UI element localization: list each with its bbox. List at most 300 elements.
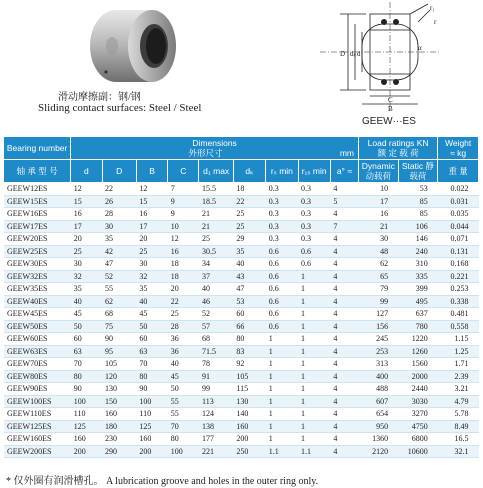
table-row <box>4 358 479 371</box>
spec-value-cell: 200 <box>233 433 265 446</box>
bearing-model-cell: GEEW110ES <box>4 408 71 421</box>
spec-value-cell: 62 <box>359 258 399 271</box>
spec-value-cell: 160 <box>233 420 265 433</box>
spec-value-cell: 1 <box>298 308 330 321</box>
header-dimensions-cn: 外形尺寸 <box>188 148 223 158</box>
spec-value-cell: 75 <box>102 320 136 333</box>
spec-value-cell: 80 <box>136 370 167 383</box>
spec-value-cell: 47 <box>233 283 265 296</box>
spec-value-cell: 28 <box>102 208 136 221</box>
spec-value-cell: 55 <box>102 283 136 296</box>
material-cn: 滑动摩擦副：钢/钢 <box>58 92 141 103</box>
header-dimensions-unit: mm <box>339 148 354 158</box>
header-col-r1s: r₁ₛ min <box>298 160 330 183</box>
label-alpha: α <box>418 44 422 52</box>
header-col-dynamic: Dynamic 动载荷 <box>359 160 399 183</box>
spec-value-cell: 95 <box>102 345 136 358</box>
spec-value-cell: 1 <box>266 370 298 383</box>
bearing-model-cell: GEEW50ES <box>4 320 71 333</box>
spec-value-cell: 21 <box>199 208 233 221</box>
spec-value-cell: 127 <box>359 308 399 321</box>
spec-value-cell: 0.031 <box>438 195 479 208</box>
spec-value-cell: 30 <box>136 258 167 271</box>
spec-value-cell: 18 <box>168 270 199 283</box>
spec-value-cell: 399 <box>398 283 438 296</box>
table-row <box>4 345 479 358</box>
table-row <box>4 233 479 246</box>
spec-value-cell: 1 <box>266 383 298 396</box>
spec-value-cell: 4 <box>330 283 358 296</box>
spec-value-cell: 0.6 <box>266 258 298 271</box>
bearing-model-cell: GEEW200ES <box>4 445 71 458</box>
spec-value-cell: 0.6 <box>266 320 298 333</box>
header-col-weight: 重 量 <box>438 160 479 183</box>
spec-value-cell: 1 <box>266 345 298 358</box>
spec-value-cell: 3.21 <box>438 383 479 396</box>
spec-value-cell: 180 <box>102 420 136 433</box>
spec-value-cell: 4 <box>330 333 358 346</box>
spec-value-cell: 138 <box>199 420 233 433</box>
table-row <box>4 220 479 233</box>
table-row <box>4 270 479 283</box>
spec-value-cell: 55 <box>168 408 199 421</box>
spec-value-cell: 37 <box>199 270 233 283</box>
spec-value-cell: 4 <box>330 420 358 433</box>
spec-value-cell: 0.6 <box>266 283 298 296</box>
spec-value-cell: 0.6 <box>298 245 330 258</box>
header-col-dk: dₖ <box>233 160 265 183</box>
spec-value-cell: 120 <box>102 370 136 383</box>
label-D: D <box>340 50 346 58</box>
spec-value-cell: 1 <box>298 295 330 308</box>
spec-value-cell: 0.481 <box>438 308 479 321</box>
spec-value-cell: 53 <box>398 183 438 196</box>
spec-value-cell: 0.3 <box>266 220 298 233</box>
spec-value-cell: 125 <box>71 420 102 433</box>
bearing-model-cell: GEEW63ES <box>4 345 71 358</box>
spec-value-cell: 25 <box>233 208 265 221</box>
spec-value-cell: 146 <box>398 233 438 246</box>
spec-value-cell: 4 <box>330 408 358 421</box>
header-col-d1: d₁ max <box>199 160 233 183</box>
table-row <box>4 308 479 321</box>
spec-value-cell: 20 <box>136 233 167 246</box>
bearing-model-cell: GEEW80ES <box>4 370 71 383</box>
spec-value-cell: 45 <box>71 308 102 321</box>
table-row <box>4 433 479 446</box>
spec-value-cell: 48 <box>359 245 399 258</box>
table-row <box>4 408 479 421</box>
spec-value-cell: 22 <box>168 295 199 308</box>
bearing-model-cell: GEEW90ES <box>4 383 71 396</box>
spec-value-cell: 17 <box>136 220 167 233</box>
spec-value-cell: 21 <box>199 220 233 233</box>
header-weight-unit: ≈ kg <box>450 148 467 158</box>
spec-value-cell: 4 <box>330 358 358 371</box>
spec-value-cell: 12 <box>168 233 199 246</box>
bearing-model-cell: GEEW125ES <box>4 420 71 433</box>
table-row <box>4 383 479 396</box>
spec-value-cell: 16 <box>359 208 399 221</box>
spec-value-cell: 1.1 <box>266 445 298 458</box>
spec-value-cell: 62 <box>102 295 136 308</box>
spec-value-cell: 200 <box>136 445 167 458</box>
spec-value-cell: 32 <box>71 270 102 283</box>
header-bearing-number: Bearing number <box>4 137 71 160</box>
bearing-model-cell: GEEW30ES <box>4 258 71 271</box>
spec-value-cell: 80 <box>168 433 199 446</box>
header-dimensions <box>71 137 359 160</box>
spec-value-cell: 100 <box>71 395 102 408</box>
spec-value-cell: 253 <box>359 345 399 358</box>
label-d: d <box>357 50 361 58</box>
spec-value-cell: 47 <box>102 258 136 271</box>
spec-value-cell: 20 <box>168 283 199 296</box>
spec-value-cell: 221 <box>199 445 233 458</box>
spec-value-cell: 0.3 <box>266 195 298 208</box>
header-col-rs: rₛ min <box>266 160 298 183</box>
spec-value-cell: 66 <box>233 320 265 333</box>
spec-value-cell: 2.39 <box>438 370 479 383</box>
spec-value-cell: 10 <box>359 183 399 196</box>
spec-value-cell: 113 <box>199 395 233 408</box>
material-en: Sliding contact surfaces: Steel / Steel <box>38 102 202 114</box>
spec-value-cell: 4 <box>330 245 358 258</box>
spec-value-cell: 78 <box>199 358 233 371</box>
header-col-C: C <box>168 160 199 183</box>
spec-value-cell: 91 <box>199 370 233 383</box>
spec-value-cell: 290 <box>102 445 136 458</box>
header-col-static: Static 静载荷 <box>398 160 438 183</box>
spec-value-cell: 1 <box>298 358 330 371</box>
header-model-cn: 轴 承 型 号 <box>4 160 71 183</box>
spec-value-cell: 2120 <box>359 445 399 458</box>
bearing-model-cell: GEEW60ES <box>4 333 71 346</box>
spec-value-cell: 1360 <box>359 433 399 446</box>
table-row <box>4 283 479 296</box>
spec-value-cell: 80 <box>71 370 102 383</box>
spec-value-cell: 60 <box>136 333 167 346</box>
spec-value-cell: 43 <box>233 270 265 283</box>
header-row-top <box>4 137 479 160</box>
spec-value-cell: 40 <box>136 295 167 308</box>
spec-value-cell: 46 <box>199 295 233 308</box>
spec-value-cell: 9 <box>168 195 199 208</box>
spec-value-cell: 0.6 <box>266 308 298 321</box>
bearing-model-cell: GEEW160ES <box>4 433 71 446</box>
spec-value-cell: 22 <box>102 183 136 196</box>
spec-value-cell: 1.1 <box>298 445 330 458</box>
spec-value-cell: 16 <box>136 208 167 221</box>
spec-value-cell: 1560 <box>398 358 438 371</box>
spec-value-cell: 71.5 <box>199 345 233 358</box>
spec-value-cell: 4 <box>330 295 358 308</box>
spec-value-cell: 4 <box>330 345 358 358</box>
spec-value-cell: 3030 <box>398 395 438 408</box>
spec-value-cell: 0.6 <box>298 258 330 271</box>
spec-value-cell: 36 <box>168 345 199 358</box>
bearing-model-cell: GEEW70ES <box>4 358 71 371</box>
spec-value-cell: 400 <box>359 370 399 383</box>
spec-value-cell: 70 <box>168 420 199 433</box>
spec-value-cell: 22 <box>233 195 265 208</box>
spec-value-cell: 0.3 <box>298 183 330 196</box>
label-dk: dₖ <box>350 50 357 58</box>
spec-value-cell: 4 <box>330 183 358 196</box>
spec-value-cell: 26 <box>102 195 136 208</box>
spec-value-cell: 160 <box>102 408 136 421</box>
table-row <box>4 320 479 333</box>
spec-value-cell: 4 <box>330 320 358 333</box>
spec-value-cell: 1 <box>298 333 330 346</box>
spec-value-cell: 130 <box>233 395 265 408</box>
spec-value-cell: 4 <box>330 258 358 271</box>
spec-value-cell: 100 <box>168 445 199 458</box>
spec-value-cell: 495 <box>398 295 438 308</box>
spec-value-cell: 0.3 <box>298 233 330 246</box>
spec-value-cell: 4750 <box>398 420 438 433</box>
spec-value-cell: 12 <box>71 183 102 196</box>
spec-value-cell: 0.044 <box>438 220 479 233</box>
spec-value-cell: 68 <box>102 308 136 321</box>
spec-value-cell: 90 <box>71 383 102 396</box>
label-r: r <box>434 18 437 26</box>
spec-value-cell: 25 <box>233 220 265 233</box>
spec-value-cell: 15.5 <box>199 183 233 196</box>
spec-value-cell: 40 <box>199 283 233 296</box>
spec-value-cell: 177 <box>199 433 233 446</box>
spec-value-cell: 79 <box>359 283 399 296</box>
bearing-model-cell: GEEW12ES <box>4 183 71 196</box>
spec-value-cell: 25 <box>199 233 233 246</box>
table-row <box>4 333 479 346</box>
spec-value-cell: 16.5 <box>438 433 479 446</box>
spec-value-cell: 57 <box>199 320 233 333</box>
spec-value-cell: 25 <box>168 308 199 321</box>
spec-value-cell: 105 <box>233 370 265 383</box>
spec-value-cell: 18 <box>168 258 199 271</box>
spec-table-body <box>4 183 479 458</box>
spec-value-cell: 17 <box>71 220 102 233</box>
spec-value-cell: 6800 <box>398 433 438 446</box>
spec-value-cell: 29 <box>233 233 265 246</box>
spec-value-cell: 200 <box>71 445 102 458</box>
spec-value-cell: 18 <box>233 183 265 196</box>
spec-value-cell: 1 <box>298 320 330 333</box>
spec-value-cell: 1 <box>298 345 330 358</box>
spec-value-cell: 70 <box>136 358 167 371</box>
table-row <box>4 258 479 271</box>
spec-value-cell: 1 <box>298 383 330 396</box>
spec-value-cell: 1.25 <box>438 345 479 358</box>
header-row-bottom <box>4 160 479 183</box>
spec-value-cell: 1 <box>298 420 330 433</box>
spec-value-cell: 0.253 <box>438 283 479 296</box>
spec-value-cell: 36 <box>168 333 199 346</box>
spec-value-cell: 0.3 <box>266 208 298 221</box>
spec-value-cell: 4.79 <box>438 395 479 408</box>
spec-value-cell: 12 <box>136 183 167 196</box>
spec-value-cell: 160 <box>71 433 102 446</box>
header-col-alpha: a° ≈ <box>330 160 358 183</box>
spec-value-cell: 60 <box>71 333 102 346</box>
spec-value-cell: 150 <box>102 395 136 408</box>
spec-value-cell: 70 <box>71 358 102 371</box>
spec-value-cell: 156 <box>359 320 399 333</box>
spec-value-cell: 21 <box>359 220 399 233</box>
spec-value-cell: 5.78 <box>438 408 479 421</box>
spec-value-cell: 25 <box>71 245 102 258</box>
spec-value-cell: 2440 <box>398 383 438 396</box>
spec-value-cell: 18.5 <box>199 195 233 208</box>
product-header <box>0 0 483 132</box>
spec-value-cell: 40 <box>168 358 199 371</box>
spec-value-cell: 0.3 <box>298 195 330 208</box>
spec-value-cell: 310 <box>398 258 438 271</box>
spec-value-cell: 30 <box>71 258 102 271</box>
spec-value-cell: 30 <box>102 220 136 233</box>
bearing-model-cell: GEEW45ES <box>4 308 71 321</box>
spec-value-cell: 106 <box>398 220 438 233</box>
label-C: C <box>388 96 393 104</box>
spec-value-cell: 50 <box>136 320 167 333</box>
spec-value-cell: 5 <box>330 195 358 208</box>
spec-value-cell: 0.221 <box>438 270 479 283</box>
spec-value-cell: 35 <box>102 233 136 246</box>
spec-value-cell: 637 <box>398 308 438 321</box>
spec-value-cell: 1 <box>298 408 330 421</box>
spec-value-cell: 230 <box>102 433 136 446</box>
spec-value-cell: 20 <box>71 233 102 246</box>
table-row <box>4 195 479 208</box>
header-weight <box>438 137 479 160</box>
spec-value-cell: 35 <box>233 245 265 258</box>
spec-value-cell: 0.3 <box>298 208 330 221</box>
spec-value-cell: 1260 <box>398 345 438 358</box>
table-row <box>4 370 479 383</box>
spec-value-cell: 40 <box>233 258 265 271</box>
spec-value-cell: 16 <box>71 208 102 221</box>
spec-value-cell: 65 <box>359 270 399 283</box>
spec-value-cell: 488 <box>359 383 399 396</box>
table-row <box>4 420 479 433</box>
spec-value-cell: 950 <box>359 420 399 433</box>
table-row <box>4 395 479 408</box>
spec-value-cell: 17 <box>359 195 399 208</box>
spec-value-cell: 110 <box>71 408 102 421</box>
spec-value-cell: 0.022 <box>438 183 479 196</box>
spec-value-cell: 52 <box>102 270 136 283</box>
spec-value-cell: 250 <box>233 445 265 458</box>
spec-value-cell: 1 <box>298 370 330 383</box>
spec-value-cell: 1 <box>266 420 298 433</box>
label-r1: r₁ <box>430 4 435 12</box>
bearing-model-cell: GEEW20ES <box>4 233 71 246</box>
spec-value-cell: 55 <box>168 395 199 408</box>
spec-value-cell: 240 <box>398 245 438 258</box>
spec-value-cell: 10 <box>168 220 199 233</box>
bearing-model-cell: GEEW100ES <box>4 395 71 408</box>
spec-value-cell: 130 <box>102 383 136 396</box>
spec-value-cell: 34 <box>199 258 233 271</box>
spec-value-cell: 35 <box>136 283 167 296</box>
spec-value-cell: 50 <box>168 383 199 396</box>
table-row <box>4 295 479 308</box>
spec-value-cell: 654 <box>359 408 399 421</box>
spec-value-cell: 1 <box>298 283 330 296</box>
spec-value-cell: 0.558 <box>438 320 479 333</box>
spec-value-cell: 30.5 <box>199 245 233 258</box>
spec-value-cell: 9 <box>168 208 199 221</box>
spec-value-cell: 607 <box>359 395 399 408</box>
spec-value-cell: 80 <box>233 333 265 346</box>
spec-value-cell: 140 <box>233 408 265 421</box>
spec-value-cell: 99 <box>359 295 399 308</box>
spec-value-cell: 0.3 <box>266 183 298 196</box>
spec-value-cell: 60 <box>233 308 265 321</box>
table-row <box>4 445 479 458</box>
header-col-B: B <box>136 160 167 183</box>
header-col-d: d <box>71 160 102 183</box>
bearing-model-cell: GEEW16ES <box>4 208 71 221</box>
spec-value-cell: 68 <box>199 333 233 346</box>
spec-value-cell: 92 <box>233 358 265 371</box>
spec-value-cell: 3270 <box>398 408 438 421</box>
spec-value-cell: 15 <box>136 195 167 208</box>
footnote: * 仅外圈有润滑槽孔。 A lubrication groove and holes in the outer ring only. <box>6 476 319 487</box>
header-dimensions-en: Dimensions <box>192 138 237 148</box>
spec-value-cell: 1 <box>298 270 330 283</box>
spec-value-cell: 4 <box>330 270 358 283</box>
spec-value-cell: 4 <box>330 308 358 321</box>
spec-value-cell: 4 <box>330 395 358 408</box>
spec-value-cell: 0.3 <box>298 220 330 233</box>
header-weight-en: Weight <box>444 138 472 148</box>
spec-value-cell: 245 <box>359 333 399 346</box>
bearing-model-cell: GEEW35ES <box>4 283 71 296</box>
spec-value-cell: 100 <box>136 395 167 408</box>
spec-value-cell: 15 <box>71 195 102 208</box>
spec-value-cell: 0.6 <box>266 295 298 308</box>
spec-value-cell: 0.3 <box>266 233 298 246</box>
spec-value-cell: 1220 <box>398 333 438 346</box>
spec-value-cell: 1 <box>298 433 330 446</box>
spec-value-cell: 32 <box>136 270 167 283</box>
spec-value-cell: 63 <box>71 345 102 358</box>
spec-value-cell: 90 <box>102 333 136 346</box>
spec-value-cell: 50 <box>71 320 102 333</box>
spec-value-cell: 0.338 <box>438 295 479 308</box>
spec-value-cell: 1.71 <box>438 358 479 371</box>
spec-value-cell: 85 <box>398 195 438 208</box>
spec-value-cell: 0.131 <box>438 245 479 258</box>
header-col-D: D <box>102 160 136 183</box>
spec-value-cell: 105 <box>102 358 136 371</box>
spec-value-cell: 0.071 <box>438 233 479 246</box>
spec-value-cell: 28 <box>168 320 199 333</box>
spec-value-cell: 42 <box>102 245 136 258</box>
model-code: GEEW···ES <box>362 116 416 127</box>
spec-value-cell: 2000 <box>398 370 438 383</box>
spec-value-cell: 1 <box>266 395 298 408</box>
bearing-model-cell: GEEW25ES <box>4 245 71 258</box>
table-row <box>4 208 479 221</box>
spec-value-cell: 8.49 <box>438 420 479 433</box>
spec-value-cell: 1 <box>266 408 298 421</box>
spec-value-cell: 85 <box>398 208 438 221</box>
spec-value-cell: 0.168 <box>438 258 479 271</box>
spec-value-cell: 4 <box>330 433 358 446</box>
